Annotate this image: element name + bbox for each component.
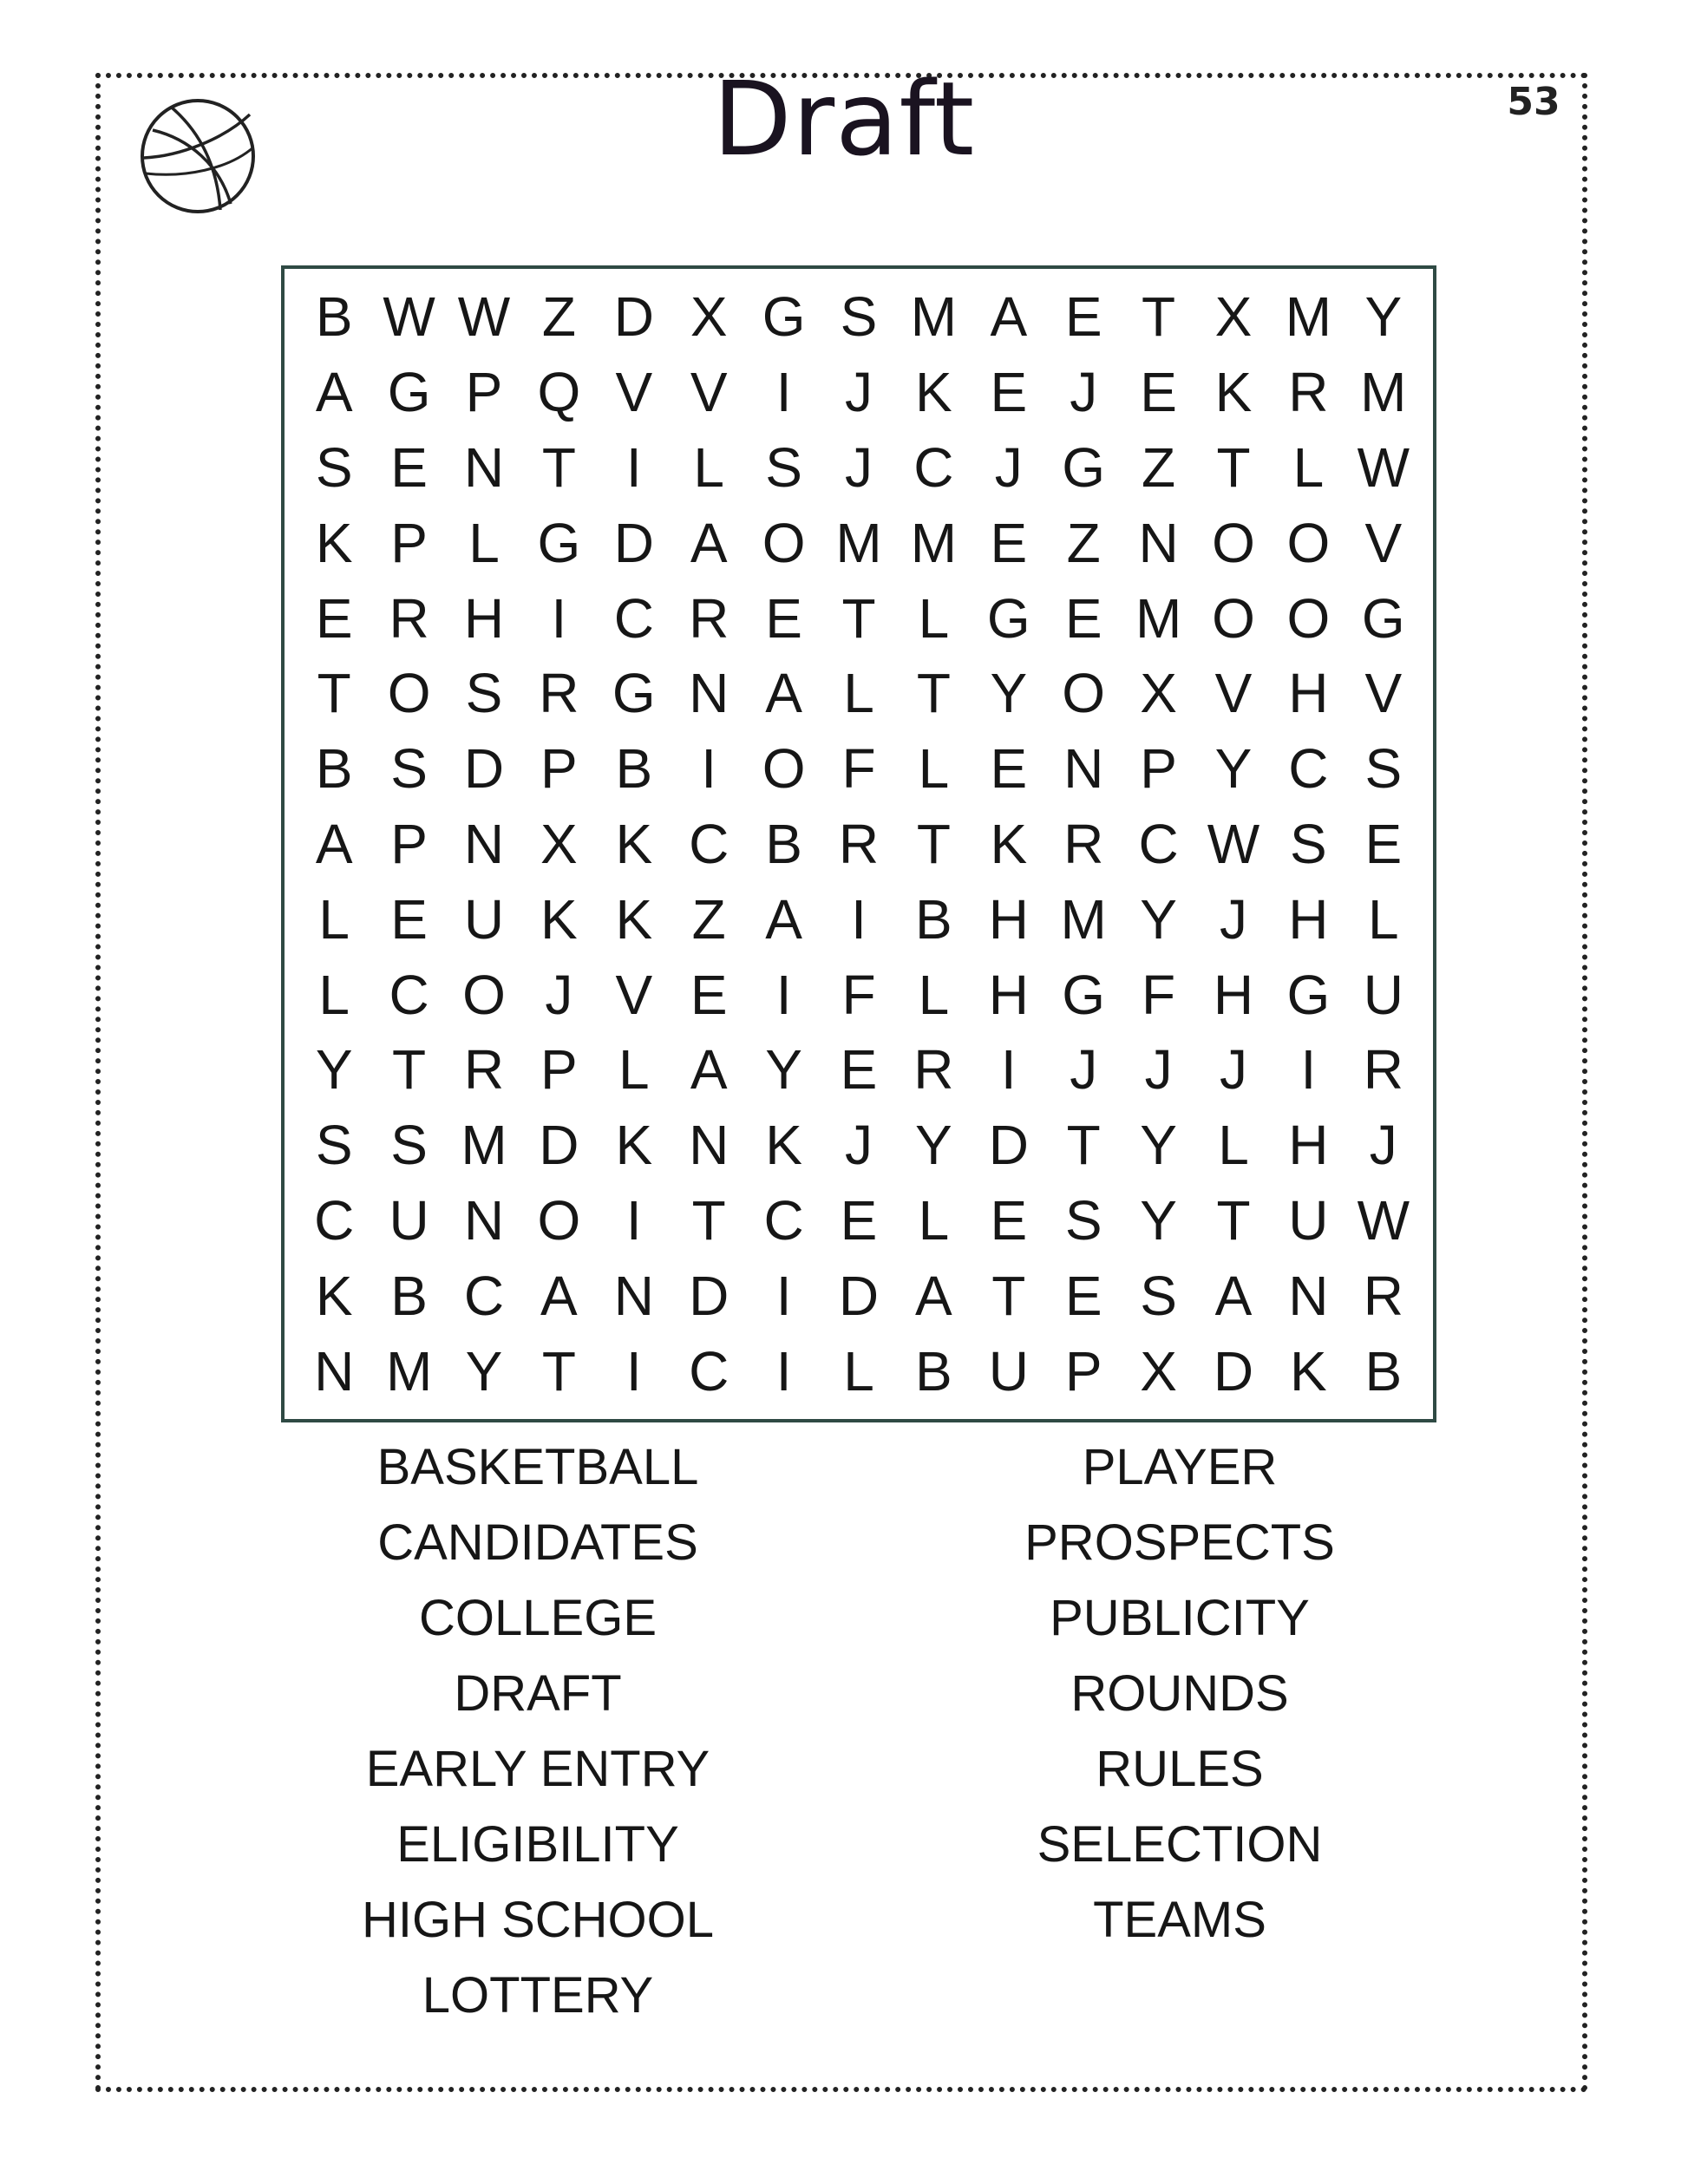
grid-cell[interactable]: T: [541, 435, 576, 499]
grid-cell[interactable]: Y: [915, 1114, 952, 1177]
grid-cell[interactable]: E: [765, 586, 802, 650]
grid-cell[interactable]: T: [841, 586, 876, 650]
grid-cell[interactable]: K: [765, 1114, 802, 1177]
grid-cell[interactable]: T: [1142, 285, 1176, 349]
grid-cell[interactable]: S: [840, 285, 878, 349]
grid-cell[interactable]: G: [387, 361, 431, 424]
grid-cell[interactable]: X: [1140, 662, 1177, 725]
grid-cell[interactable]: P: [1064, 1339, 1102, 1403]
word-list-item: SELECTION: [1037, 1816, 1323, 1873]
word-list-item: ELIGIBILITY: [396, 1816, 679, 1873]
grid-cell[interactable]: E: [990, 737, 1028, 801]
letter-grid: [281, 265, 1436, 1422]
grid-cell[interactable]: Y: [1140, 887, 1177, 951]
grid-cell[interactable]: T: [991, 1264, 1026, 1327]
grid-cell[interactable]: W: [1357, 1188, 1410, 1252]
grid-cell[interactable]: R: [1363, 1038, 1403, 1102]
grid-cell[interactable]: E: [315, 586, 353, 650]
grid-cell[interactable]: B: [390, 1264, 428, 1327]
word-list-item: TEAMS: [1093, 1892, 1266, 1948]
grid-cell[interactable]: Y: [1140, 1188, 1177, 1252]
grid-cell[interactable]: M: [910, 511, 958, 574]
grid-cell[interactable]: B: [315, 737, 353, 801]
grid-cell[interactable]: L: [318, 887, 350, 951]
grid-cell[interactable]: G: [1062, 963, 1106, 1026]
grid-cell[interactable]: G: [1361, 586, 1405, 650]
grid-cell[interactable]: J: [844, 1114, 873, 1177]
grid-cell[interactable]: P: [540, 737, 578, 801]
grid-cell[interactable]: N: [689, 662, 730, 725]
grid-cell[interactable]: N: [314, 1339, 355, 1403]
grid-cell[interactable]: M: [835, 511, 882, 574]
grid-cell[interactable]: L: [918, 963, 950, 1026]
grid-cell[interactable]: J: [1070, 1038, 1098, 1102]
grid-cell[interactable]: S: [1064, 1188, 1102, 1252]
grid-cell[interactable]: F: [841, 963, 876, 1026]
grid-cell[interactable]: G: [612, 662, 656, 725]
grid-cell[interactable]: Y: [315, 1038, 353, 1102]
grid-cell[interactable]: Y: [1364, 285, 1403, 349]
grid-cell[interactable]: A: [990, 285, 1028, 349]
grid-cell[interactable]: E: [690, 963, 728, 1026]
grid-cell[interactable]: V: [1214, 662, 1253, 725]
grid-cell[interactable]: B: [615, 737, 653, 801]
grid-cell[interactable]: J: [1070, 361, 1098, 424]
grid-cell[interactable]: X: [1214, 285, 1253, 349]
grid-cell[interactable]: I: [1000, 1038, 1017, 1102]
grid-cell[interactable]: G: [537, 511, 581, 574]
grid-cell[interactable]: S: [390, 737, 428, 801]
grid-cell[interactable]: W: [1357, 435, 1410, 499]
grid-cell[interactable]: R: [913, 1038, 954, 1102]
grid-cell[interactable]: L: [918, 586, 950, 650]
grid-cell[interactable]: E: [840, 1188, 878, 1252]
grid-cell[interactable]: C: [689, 1339, 730, 1403]
grid-cell[interactable]: W: [457, 285, 511, 349]
grid-cell[interactable]: T: [1066, 1114, 1101, 1177]
grid-cell[interactable]: D: [539, 1114, 579, 1177]
grid-cell[interactable]: M: [385, 1339, 433, 1403]
grid-cell[interactable]: T: [541, 1339, 576, 1403]
grid-cell[interactable]: A: [690, 511, 728, 574]
grid-cell[interactable]: R: [1363, 1264, 1403, 1327]
grid-cell[interactable]: H: [988, 963, 1029, 1026]
word-list-right: [876, 1429, 1483, 1958]
grid-cell[interactable]: T: [1216, 1188, 1251, 1252]
grid-cell[interactable]: F: [1142, 963, 1176, 1026]
grid-cell[interactable]: M: [1135, 586, 1182, 650]
grid-cell[interactable]: O: [462, 963, 506, 1026]
grid-cell[interactable]: T: [916, 812, 951, 875]
grid-cell[interactable]: H: [1288, 887, 1329, 951]
grid-cell[interactable]: S: [315, 1114, 353, 1177]
grid-cell[interactable]: O: [762, 511, 806, 574]
grid-cell[interactable]: K: [315, 1264, 353, 1327]
word-list-item: PLAYER: [1082, 1439, 1278, 1495]
word-list-item: EARLY ENTRY: [365, 1741, 710, 1797]
grid-cell[interactable]: I: [625, 435, 642, 499]
grid-cell[interactable]: R: [539, 662, 579, 725]
grid-cell[interactable]: K: [615, 1114, 653, 1177]
grid-cell[interactable]: I: [1300, 1038, 1317, 1102]
grid-cell[interactable]: J: [844, 361, 873, 424]
grid-cell[interactable]: V: [615, 963, 653, 1026]
grid-cell[interactable]: C: [463, 1264, 505, 1327]
grid-cell[interactable]: J: [1369, 1114, 1397, 1177]
grid-cell[interactable]: A: [315, 361, 353, 424]
grid-cell[interactable]: B: [915, 887, 952, 951]
grid-cell[interactable]: E: [1140, 361, 1177, 424]
grid-cell[interactable]: K: [915, 361, 952, 424]
word-list-item: LOTTERY: [422, 1967, 654, 2024]
grid-cell[interactable]: S: [390, 1114, 428, 1177]
grid-cell[interactable]: J: [994, 435, 1023, 499]
word-list-item: PROSPECTS: [1024, 1514, 1335, 1571]
grid-cell[interactable]: O: [762, 737, 806, 801]
grid-cell[interactable]: N: [689, 1114, 730, 1177]
grid-cell[interactable]: K: [1290, 1339, 1327, 1403]
grid-cell[interactable]: A: [765, 662, 802, 725]
grid-cell[interactable]: J: [1144, 1038, 1173, 1102]
grid-cell[interactable]: Q: [537, 361, 581, 424]
grid-cell[interactable]: Y: [1214, 737, 1253, 801]
grid-cell[interactable]: R: [463, 1038, 505, 1102]
grid-cell[interactable]: A: [765, 887, 802, 951]
grid-cell[interactable]: G: [986, 586, 1030, 650]
grid-cell[interactable]: Y: [465, 1339, 503, 1403]
grid-cell[interactable]: O: [1286, 511, 1331, 574]
grid-cell[interactable]: M: [1060, 887, 1107, 951]
grid-cell[interactable]: B: [315, 285, 353, 349]
grid-cell[interactable]: S: [315, 435, 353, 499]
grid-cell[interactable]: S: [1290, 812, 1327, 875]
grid-cell[interactable]: S: [465, 662, 503, 725]
grid-cell[interactable]: A: [540, 1264, 578, 1327]
grid-cell[interactable]: J: [1219, 887, 1247, 951]
grid-cell[interactable]: T: [916, 662, 951, 725]
grid-cell[interactable]: O: [1062, 662, 1106, 725]
grid-cell[interactable]: E: [1064, 285, 1102, 349]
grid-cell[interactable]: T: [317, 662, 351, 725]
grid-cell[interactable]: S: [1140, 1264, 1177, 1327]
grid-cell[interactable]: K: [540, 887, 578, 951]
grid-cell[interactable]: W: [383, 285, 435, 349]
grid-cell[interactable]: N: [463, 812, 505, 875]
grid-cell[interactable]: P: [540, 1038, 578, 1102]
page-title: Draft: [712, 59, 976, 179]
grid-cell[interactable]: P: [390, 812, 428, 875]
word-list-item: ROUNDS: [1070, 1665, 1289, 1722]
grid-cell[interactable]: K: [315, 511, 353, 574]
word-list-item: BASKETBALL: [376, 1439, 699, 1495]
grid-cell[interactable]: I: [775, 1339, 792, 1403]
grid-cell[interactable]: S: [765, 435, 802, 499]
grid-cell[interactable]: C: [613, 586, 654, 650]
grid-cell[interactable]: L: [1218, 1114, 1249, 1177]
grid-cell[interactable]: L: [843, 662, 874, 725]
grid-cell[interactable]: C: [689, 812, 730, 875]
grid-cell[interactable]: P: [1140, 737, 1177, 801]
grid-cell[interactable]: X: [690, 285, 728, 349]
grid-cell[interactable]: I: [625, 1339, 642, 1403]
grid-cell[interactable]: W: [1207, 812, 1260, 875]
grid-cell[interactable]: O: [1212, 586, 1255, 650]
grid-cell[interactable]: X: [540, 812, 578, 875]
grid-cell[interactable]: Y: [1140, 1114, 1177, 1177]
grid-cell[interactable]: O: [1286, 586, 1331, 650]
grid-cell[interactable]: R: [389, 586, 429, 650]
word-list-item: HIGH SCHOOL: [361, 1892, 715, 1948]
grid-cell[interactable]: A: [1214, 1264, 1253, 1327]
grid-cell[interactable]: M: [1285, 285, 1332, 349]
grid-cell[interactable]: C: [389, 963, 429, 1026]
grid-cell[interactable]: L: [468, 511, 500, 574]
grid-cell[interactable]: U: [389, 1188, 429, 1252]
grid-cell[interactable]: X: [1140, 1339, 1177, 1403]
grid-cell[interactable]: L: [1292, 435, 1325, 499]
grid-cell[interactable]: K: [1214, 361, 1253, 424]
grid-cell[interactable]: P: [465, 361, 503, 424]
grid-cell[interactable]: L: [918, 737, 950, 801]
grid-cell[interactable]: V: [1364, 662, 1403, 725]
grid-cell[interactable]: I: [625, 1188, 642, 1252]
grid-cell[interactable]: B: [915, 1339, 952, 1403]
grid-cell[interactable]: H: [1288, 1114, 1329, 1177]
grid-cell[interactable]: G: [1286, 963, 1331, 1026]
grid-cell[interactable]: P: [390, 511, 428, 574]
grid-cell[interactable]: Z: [541, 285, 576, 349]
grid-cell[interactable]: A: [315, 812, 353, 875]
grid-cell[interactable]: N: [1288, 1264, 1329, 1327]
word-list-item: CANDIDATES: [377, 1514, 698, 1571]
word-list-item: DRAFT: [454, 1665, 622, 1722]
grid-cell[interactable]: M: [1360, 361, 1407, 424]
grid-cell[interactable]: L: [318, 963, 350, 1026]
grid-cell[interactable]: E: [390, 887, 428, 951]
grid-cell[interactable]: N: [613, 1264, 654, 1327]
grid-cell[interactable]: I: [775, 1264, 792, 1327]
grid-cell[interactable]: E: [990, 511, 1028, 574]
grid-cell[interactable]: R: [689, 586, 730, 650]
grid-cell[interactable]: U: [1288, 1188, 1329, 1252]
grid-cell[interactable]: K: [990, 812, 1028, 875]
grid-cell[interactable]: F: [841, 737, 876, 801]
grid-cell[interactable]: B: [765, 812, 802, 875]
grid-cell[interactable]: L: [918, 1188, 950, 1252]
grid-cell[interactable]: S: [1364, 737, 1403, 801]
grid-cell[interactable]: D: [1213, 1339, 1254, 1403]
grid-cell[interactable]: Y: [990, 662, 1028, 725]
grid-cell[interactable]: J: [1219, 1038, 1247, 1102]
grid-cell[interactable]: O: [1212, 511, 1255, 574]
grid-cell[interactable]: O: [387, 662, 431, 725]
word-list-left: [234, 1429, 841, 2033]
grid-cell[interactable]: J: [844, 435, 873, 499]
grid-cell[interactable]: L: [1368, 887, 1399, 951]
grid-cell[interactable]: H: [463, 586, 505, 650]
grid-cell[interactable]: N: [463, 435, 505, 499]
grid-cell[interactable]: R: [838, 812, 880, 875]
grid-cell[interactable]: A: [690, 1038, 728, 1102]
grid-cell[interactable]: U: [1363, 963, 1403, 1026]
grid-cell[interactable]: N: [463, 1188, 505, 1252]
grid-cell[interactable]: T: [1216, 435, 1251, 499]
grid-cell[interactable]: U: [988, 1339, 1029, 1403]
grid-cell[interactable]: H: [1288, 662, 1329, 725]
grid-cell[interactable]: C: [763, 1188, 804, 1252]
grid-cell[interactable]: A: [915, 1264, 952, 1327]
grid-cell[interactable]: I: [551, 586, 567, 650]
grid-cell[interactable]: V: [1364, 511, 1403, 574]
grid-cell[interactable]: D: [613, 285, 654, 349]
grid-cell[interactable]: Z: [691, 887, 726, 951]
grid-cell[interactable]: C: [314, 1188, 355, 1252]
grid-cell[interactable]: N: [1138, 511, 1179, 574]
grid-cell[interactable]: I: [775, 361, 792, 424]
grid-cell[interactable]: E: [990, 361, 1028, 424]
word-list-item: PUBLICITY: [1050, 1590, 1310, 1646]
grid-cell[interactable]: E: [390, 435, 428, 499]
grid-cell[interactable]: T: [691, 1188, 726, 1252]
grid-cell[interactable]: K: [615, 887, 653, 951]
grid-cell[interactable]: D: [463, 737, 505, 801]
grid-cell[interactable]: K: [615, 812, 653, 875]
grid-cell[interactable]: L: [843, 1339, 874, 1403]
grid-cell[interactable]: R: [1063, 812, 1104, 875]
grid-cell[interactable]: E: [1064, 1264, 1102, 1327]
grid-cell[interactable]: G: [1062, 435, 1106, 499]
grid-cell[interactable]: E: [1064, 586, 1102, 650]
grid-cell[interactable]: I: [851, 887, 867, 951]
page-number: 53: [1507, 80, 1560, 124]
grid-cell[interactable]: E: [990, 1188, 1028, 1252]
grid-cell[interactable]: L: [693, 435, 724, 499]
grid-cell[interactable]: R: [1288, 361, 1329, 424]
grid-cell[interactable]: L: [618, 1038, 650, 1102]
grid-cell[interactable]: G: [762, 285, 806, 349]
grid-cell[interactable]: C: [1138, 812, 1179, 875]
grid-cell[interactable]: O: [537, 1188, 581, 1252]
grid-cell[interactable]: D: [689, 1264, 730, 1327]
grid-cell[interactable]: H: [1213, 963, 1254, 1026]
grid-cell[interactable]: B: [1364, 1339, 1403, 1403]
grid-cell[interactable]: V: [690, 361, 728, 424]
grid-cell[interactable]: D: [613, 511, 654, 574]
grid-cell[interactable]: Z: [1066, 511, 1101, 574]
grid-cell[interactable]: I: [775, 963, 792, 1026]
grid-cell[interactable]: N: [1063, 737, 1104, 801]
grid-cell[interactable]: C: [1288, 737, 1329, 801]
grid-cell[interactable]: E: [840, 1038, 878, 1102]
grid-cell[interactable]: M: [461, 1114, 507, 1177]
grid-cell[interactable]: C: [913, 435, 954, 499]
grid-cell[interactable]: E: [1364, 812, 1403, 875]
grid-cell[interactable]: D: [988, 1114, 1029, 1177]
word-list-item: RULES: [1096, 1741, 1264, 1797]
grid-cell[interactable]: M: [910, 285, 958, 349]
grid-cell[interactable]: T: [392, 1038, 427, 1102]
grid-cell[interactable]: U: [463, 887, 505, 951]
grid-cell[interactable]: Z: [1142, 435, 1176, 499]
grid-cell[interactable]: D: [838, 1264, 880, 1327]
word-list-item: COLLEGE: [419, 1590, 657, 1646]
grid-cell[interactable]: H: [988, 887, 1029, 951]
grid-cell[interactable]: V: [615, 361, 653, 424]
grid-cell[interactable]: I: [701, 737, 717, 801]
grid-cell[interactable]: Y: [765, 1038, 802, 1102]
grid-cell[interactable]: J: [545, 963, 573, 1026]
